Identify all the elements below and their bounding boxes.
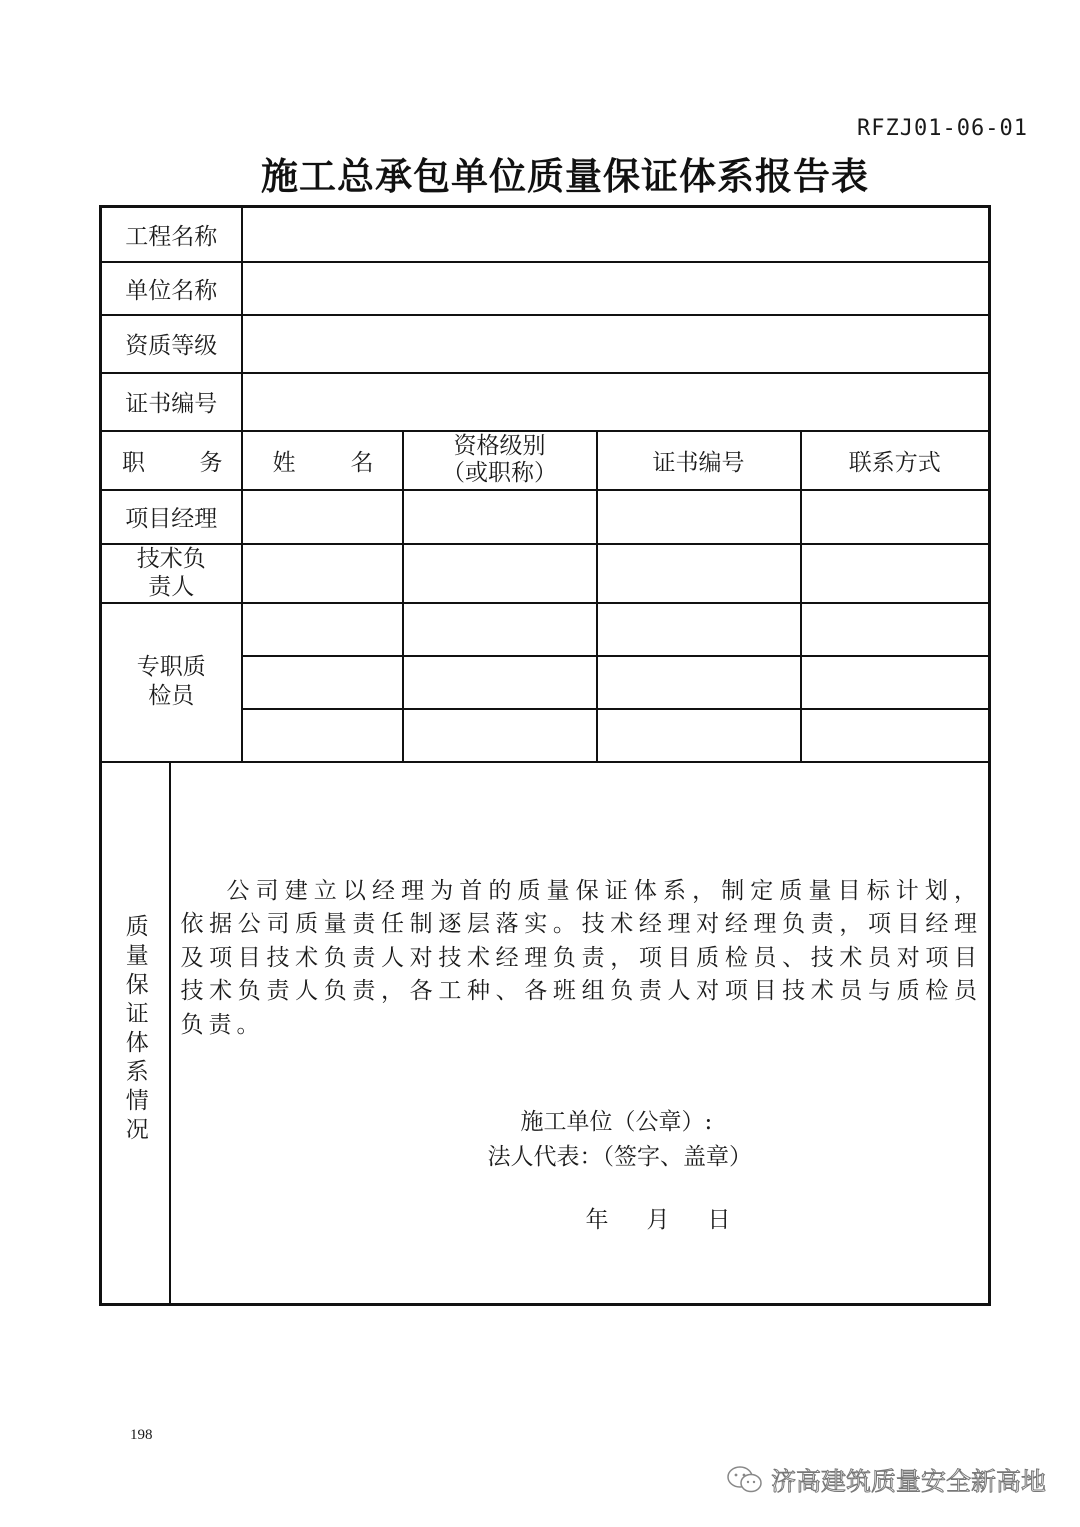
cell-in1-name[interactable] <box>242 603 403 656</box>
header-position-char1: 职 <box>122 449 145 476</box>
cell-in3-contact[interactable] <box>801 709 990 762</box>
label-project-name: 工程名称 <box>101 207 242 262</box>
date-month: 月 <box>646 1206 670 1233</box>
legal-rep-label: 法人代表：（签字、盖章） <box>487 1143 752 1170</box>
date-line <box>586 1201 731 1234</box>
info-row-unit-name <box>101 262 990 315</box>
info-row-qualification <box>101 315 990 373</box>
personnel-header-row <box>101 431 990 490</box>
cell-pm-name[interactable] <box>242 490 403 544</box>
cell-in1-certificate[interactable] <box>597 603 801 656</box>
statement-body: 公司建立以经理为首的质量保证体系，制定质量目标计划，依据公司质量责任制逐层落实。技术经理对经理负责，项目经理及项目技术负责人对技术经理负责，项目质检员、技术员对项目技术负责人负责，各工种、各班组负责人对项目技术员与质检员负责。 <box>180 877 982 1038</box>
label-tech-lead-line1: 技术负 <box>136 546 206 572</box>
header-position <box>101 431 242 490</box>
cell-tl-certificate[interactable] <box>597 544 801 603</box>
wechat-icon <box>725 1464 765 1496</box>
field-certificate-number[interactable] <box>242 373 990 431</box>
label-inspector <box>101 603 242 762</box>
label-qualification-grade: 资质等级 <box>101 315 242 373</box>
watermark <box>725 1462 1046 1498</box>
label-project-manager: 项目经理 <box>101 490 242 544</box>
header-qualification <box>403 431 597 490</box>
header-certificate: 证书编号 <box>597 431 801 490</box>
form-code: RFZJ01-06-01 <box>857 116 1028 141</box>
cell-in2-contact[interactable] <box>801 656 990 709</box>
field-qualification-grade[interactable] <box>242 315 990 373</box>
cell-in2-certificate[interactable] <box>597 656 801 709</box>
cell-in1-qualification[interactable] <box>403 603 597 656</box>
statement-side-label <box>101 762 170 1305</box>
header-contact: 联系方式 <box>801 431 990 490</box>
cell-tl-contact[interactable] <box>801 544 990 603</box>
cell-tl-qualification[interactable] <box>403 544 597 603</box>
row-inspector-1 <box>101 603 990 656</box>
cell-pm-certificate[interactable] <box>597 490 801 544</box>
document-title: 施工总承包单位质量保证体系报告表 <box>261 155 869 198</box>
label-inspector-line1: 专职质 <box>136 654 206 680</box>
cell-tl-name[interactable] <box>242 544 403 603</box>
cell-in2-qualification[interactable] <box>403 656 597 709</box>
row-tech-lead <box>101 544 990 603</box>
field-project-name[interactable] <box>242 207 990 262</box>
statement-side-label-text: 质量保证体系情况 <box>121 913 148 1146</box>
label-tech-lead <box>101 544 242 603</box>
label-certificate-number: 证书编号 <box>101 373 242 431</box>
cell-pm-contact[interactable] <box>801 490 990 544</box>
statement-row <box>101 762 990 1305</box>
page-number: 198 <box>130 1427 153 1443</box>
label-unit-name: 单位名称 <box>101 262 242 315</box>
date-year: 年 <box>585 1206 609 1233</box>
header-name-char2: 名 <box>350 449 374 476</box>
cell-in3-qualification[interactable] <box>403 709 597 762</box>
unit-seal-label: 施工单位（公章）: <box>520 1108 713 1135</box>
cell-in2-name[interactable] <box>242 656 403 709</box>
header-position-char2: 务 <box>199 449 223 476</box>
cell-in1-contact[interactable] <box>801 603 990 656</box>
header-qualification-line2: （或职称） <box>442 460 557 486</box>
row-project-manager <box>101 490 990 544</box>
header-name <box>242 431 403 490</box>
statement-cell <box>170 762 990 1305</box>
cell-pm-qualification[interactable] <box>403 490 597 544</box>
header-qualification-line1: 资格级别 <box>453 433 546 459</box>
cell-in3-certificate[interactable] <box>597 709 801 762</box>
quality-report-form <box>99 205 991 1306</box>
label-inspector-line2: 检员 <box>148 683 195 709</box>
label-tech-lead-line2: 责人 <box>148 574 195 600</box>
date-day: 日 <box>707 1206 731 1233</box>
info-row-project-name <box>101 207 990 262</box>
header-name-char1: 姓 <box>272 449 296 476</box>
cell-in3-name[interactable] <box>242 709 403 762</box>
info-row-certificate <box>101 373 990 431</box>
watermark-text: 济高建筑质量安全新高地 <box>770 1467 1046 1496</box>
field-unit-name[interactable] <box>242 262 990 315</box>
